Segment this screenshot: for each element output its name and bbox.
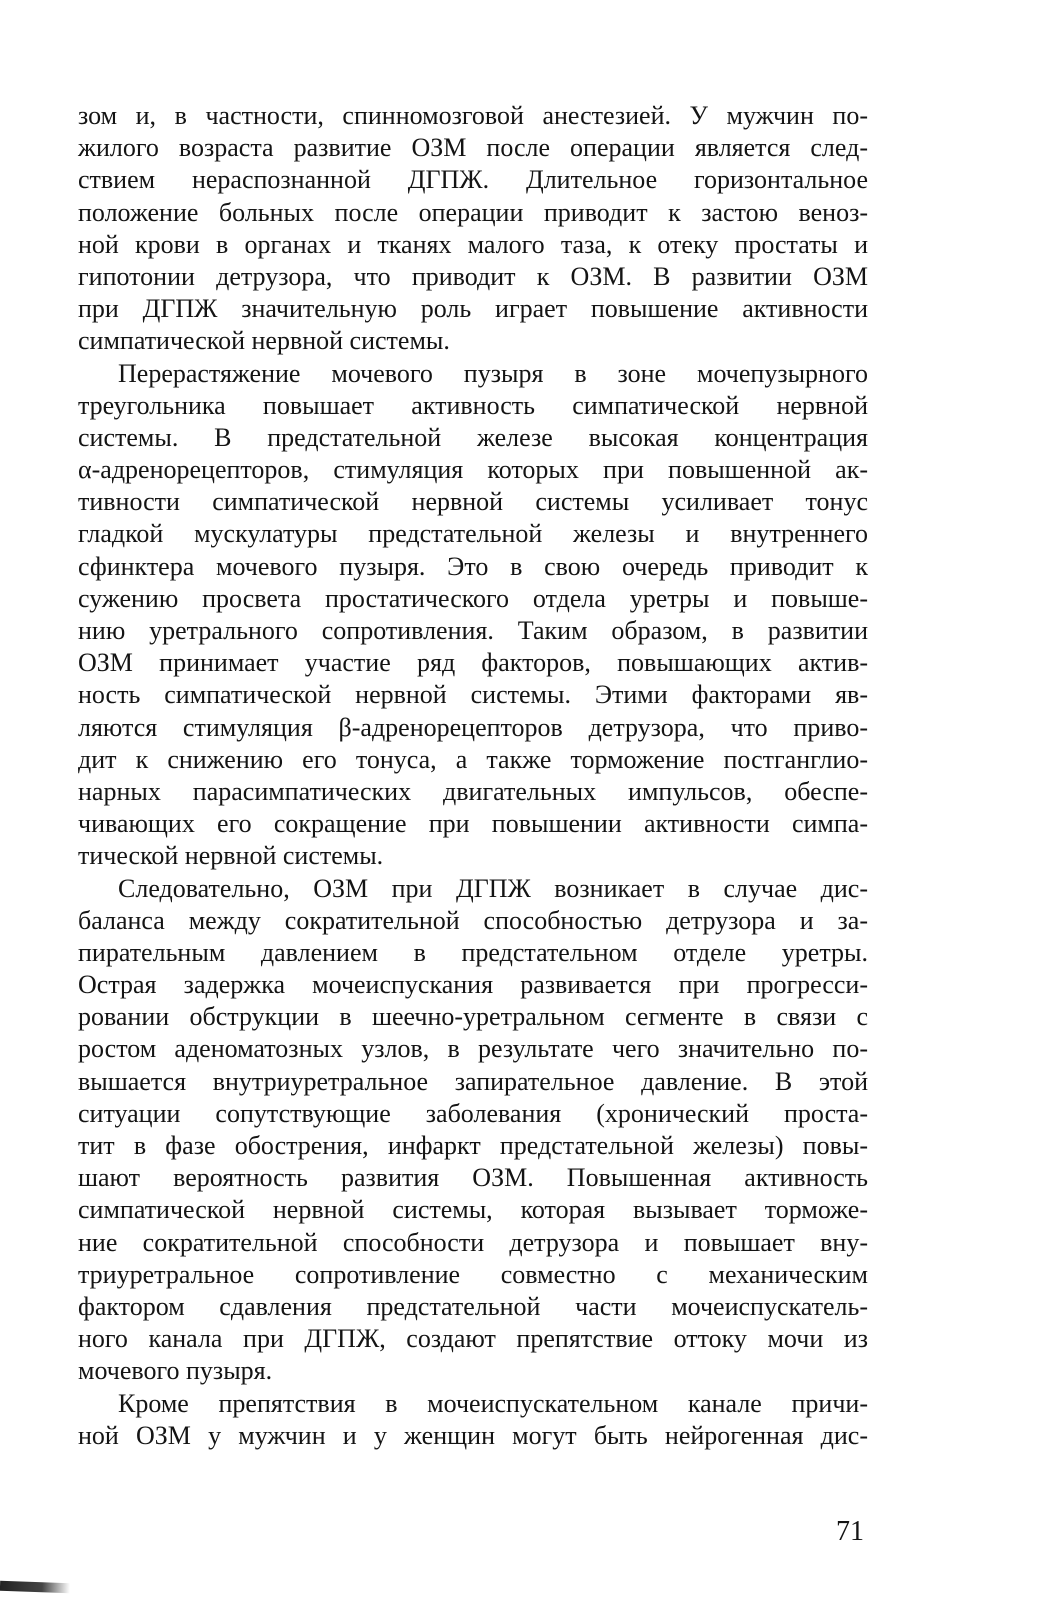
paragraph-3 [78, 873, 868, 1388]
page-body [78, 100, 868, 1452]
text-line: α-адренорецепторов, стимуляция которых при повышенной ак- [78, 455, 868, 485]
text-line: ростом аденоматозных узлов, в результате чего значительно по- [78, 1034, 868, 1064]
text-line: системы. В предстательной железе высокая концентрация [78, 422, 868, 452]
text-line: ОЗМ принимает участие ряд факторов, повышающих актив- [78, 648, 868, 678]
text-line: ность симпатической нервной системы. Этими факторами яв- [78, 680, 868, 710]
text-line: треугольника повышает активность симпатической нервной [78, 390, 868, 420]
page-number: 71 [836, 1516, 864, 1547]
text-line: гипотонии детрузора, что приводит к ОЗМ. В развитии ОЗМ [78, 261, 868, 291]
text-line: симпатической нервной системы, которая вызывает торможе- [78, 1195, 868, 1225]
text-line: Следовательно, ОЗМ при ДГПЖ возникает в случае дис- [118, 873, 868, 903]
text-line: чивающих его сокращение при повышении активности симпа- [78, 809, 868, 839]
scan-shadow-edge [0, 1581, 70, 1593]
text-line: Острая задержка мочеиспускания развивается при прогресси- [78, 970, 868, 1000]
text-line: нарных парасимпатических двигательных импульсов, обеспе- [78, 776, 868, 806]
paragraph-2 [78, 358, 868, 873]
text-line: тивности симпатической нервной системы усиливает тонус [78, 487, 868, 517]
text-line: сфинктера мочевого пузыря. Это в свою очередь приводит к [78, 551, 868, 581]
text-line: ной крови в органах и тканях малого таза, к отеку простаты и [78, 229, 868, 259]
text-line: мочевого пузыря. [78, 1356, 273, 1386]
text-line: фактором сдавления предстательной части мочеиспускатель- [78, 1291, 868, 1321]
text-line: ствием нераспознанной ДГПЖ. Длительное горизонтальное [78, 165, 868, 195]
text-line: сужению просвета простатического отдела уретры и повыше- [78, 583, 868, 613]
text-line: баланса между сократительной способностью детрузора и за- [78, 905, 868, 935]
text-line: жилого возраста развитие ОЗМ после операции является след- [78, 133, 868, 163]
text-line: симпатической нервной системы. [78, 326, 450, 356]
text-line: Кроме препятствия в мочеиспускательном канале причи- [118, 1388, 868, 1418]
text-line: ного канала при ДГПЖ, создают препятствие оттоку мочи из [78, 1324, 868, 1354]
text-line: пирательным давлением в предстательном отделе уретры. [78, 937, 868, 967]
text-line: ляются стимуляция β-адренорецепторов детрузора, что приво- [78, 712, 868, 742]
text-line: ситуации сопутствующие заболевания (хронический проста- [78, 1098, 868, 1128]
text-line: Перерастяжение мочевого пузыря в зоне мочепузырного [118, 358, 868, 388]
text-line: ной ОЗМ у мужчин и у женщин могут быть нейрогенная дис- [78, 1420, 868, 1450]
text-line: положение больных после операции приводит к застою веноз- [78, 197, 868, 227]
text-line: при ДГПЖ значительную роль играет повышение активности [78, 294, 868, 324]
text-line: зом и, в частности, спинномозговой анестезией. У мужчин по- [78, 101, 868, 130]
text-line: ние сократительной способности детрузора и повышает вну- [78, 1227, 868, 1257]
paragraph-1 [78, 100, 868, 358]
text-line: триуретральное сопротивление совместно с механическим [78, 1259, 868, 1289]
text-line: дит к снижению его тонуса, а также торможение постганглио- [78, 744, 868, 774]
text-line: тической нервной системы. [78, 841, 384, 871]
text-line: нию уретрального сопротивления. Таким образом, в развитии [78, 616, 868, 645]
text-line: ровании обструкции в шеечно-уретральном сегменте в связи с [78, 1002, 868, 1032]
text-line: гладкой мускулатуры предстательной железы и внутреннего [78, 519, 868, 549]
text-line: вышается внутриуретральное запирательное давление. В этой [78, 1066, 868, 1096]
text-line: шают вероятность развития ОЗМ. Повышенная активность [78, 1163, 868, 1193]
text-line: тит в фазе обострения, инфаркт предстательной железы) повы- [78, 1131, 868, 1160]
paragraph-4 [78, 1388, 868, 1452]
